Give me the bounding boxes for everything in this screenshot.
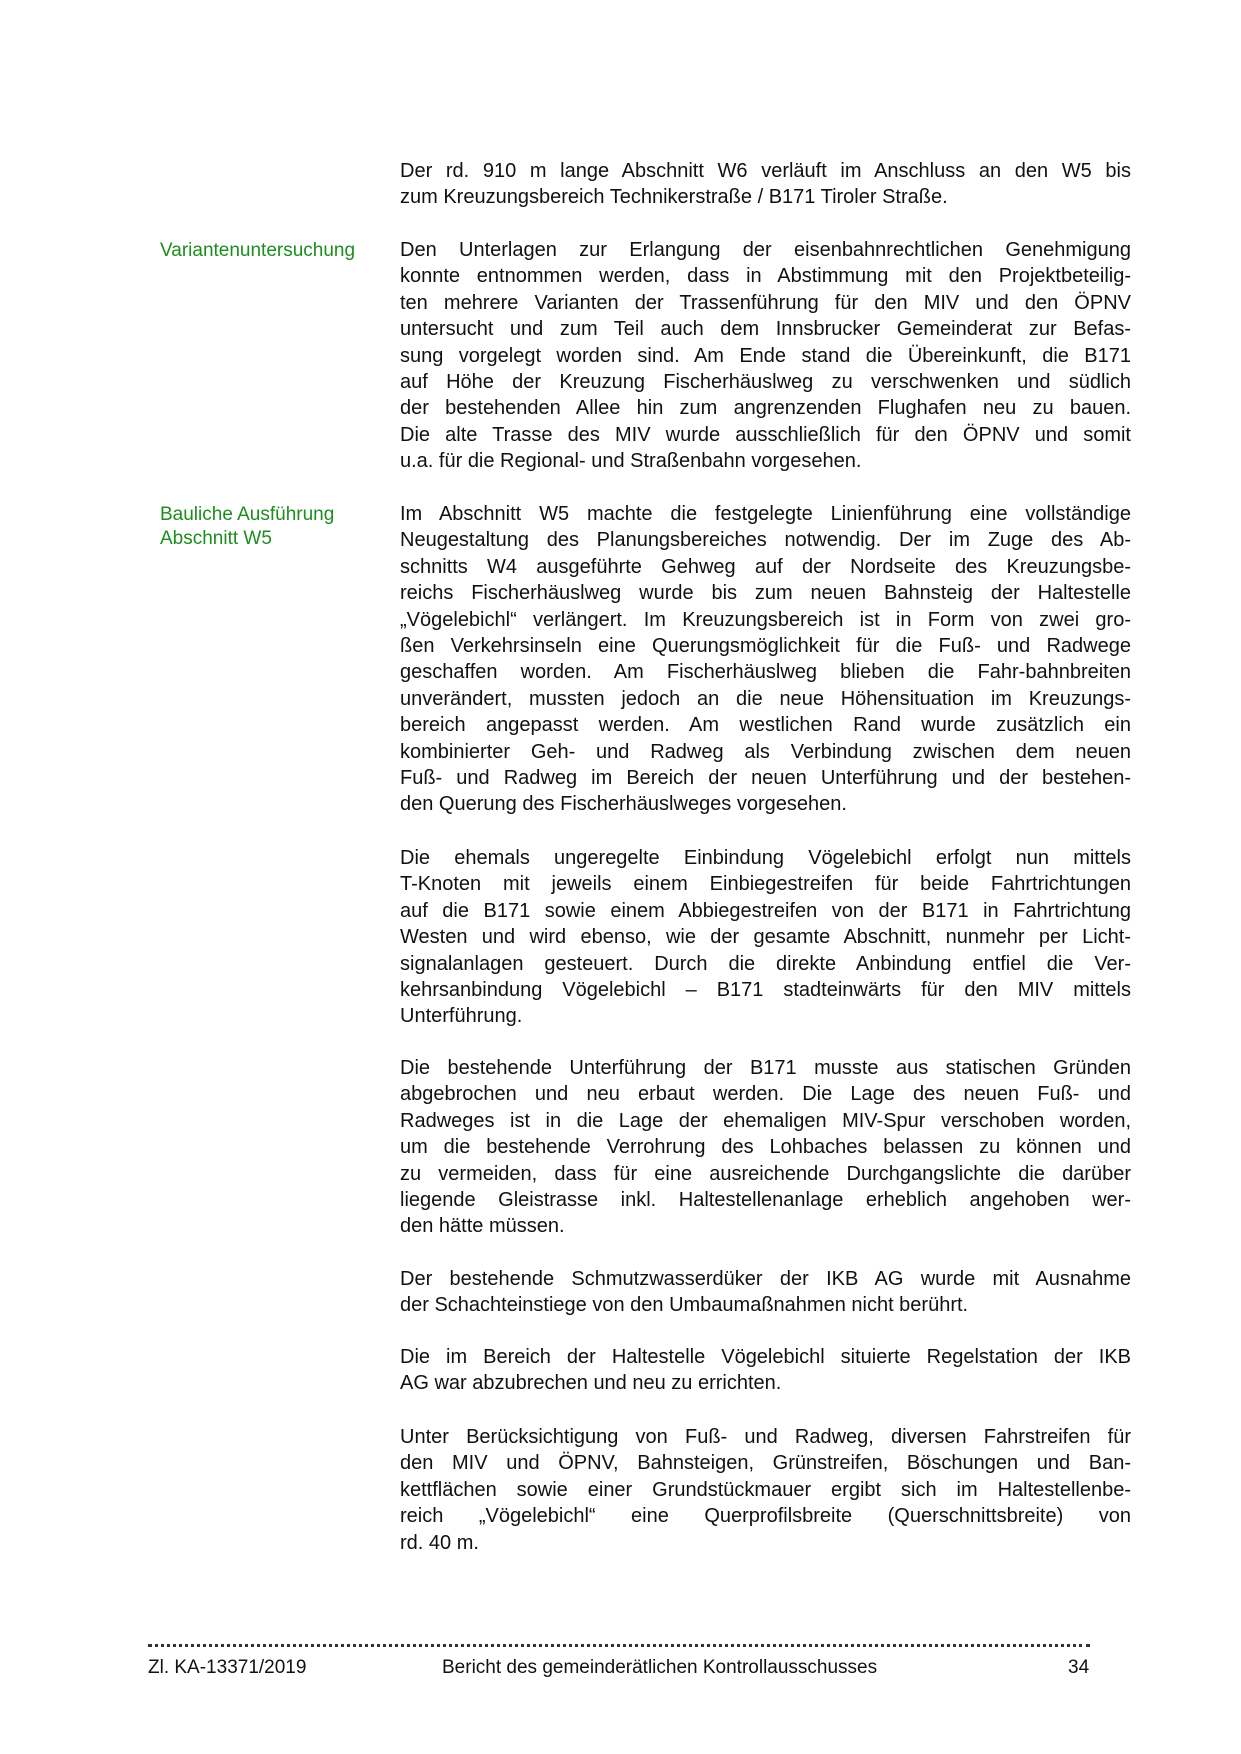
text-line: ßen Verkehrsinseln eine Querungsmöglichkeit für die Fuß- und Radwege: [400, 635, 1131, 658]
body-paragraph: [400, 1344, 1131, 1397]
text-line: schnitts W4 ausgeführte Gehweg auf der Nordseite des Kreuzungsbe-: [400, 555, 1131, 578]
text-line: Die im Bereich der Haltestelle Vögelebichl situierte Regelstation der IKB: [400, 1346, 1131, 1368]
text-line: den hätte müssen.: [400, 1215, 565, 1238]
text-line: Die ehemals ungeregelte Einbindung Vögelebichl erfolgt nun mittels: [400, 847, 1131, 869]
text-line: konnte entnommen werden, dass in Abstimmung mit den Projektbeteilig-: [400, 265, 1131, 288]
margin-label: Bauliche Ausführung: [160, 504, 335, 525]
text-line: Unter Berücksichtigung von Fuß- und Radweg, diversen Fahrstreifen für: [400, 1426, 1131, 1448]
body-paragraph: [400, 1266, 1131, 1319]
text-line: untersucht und zum Teil auch dem Innsbrucker Gemeinderat zur Befas-: [400, 318, 1131, 341]
footer-page-number: 34: [1068, 1657, 1090, 1678]
body-paragraph: [400, 1055, 1131, 1240]
text-line: Den Unterlagen zur Erlangung der eisenbahnrechtlichen Genehmigung: [400, 239, 1131, 261]
text-line: Radweges ist in die Lage der ehemaligen MIV-Spur verschoben worden,: [400, 1109, 1131, 1132]
text-line: kombinierter Geh- und Radweg als Verbindung zwischen dem neuen: [400, 740, 1131, 763]
text-line: Der bestehende Schmutzwasserdüker der IKB AG wurde mit Ausnahme: [400, 1268, 1131, 1290]
text-line: Neugestaltung des Planungsbereiches notwendig. Der im Zuge des Ab-: [400, 529, 1131, 552]
margin-label: Variantenuntersuchung: [160, 240, 356, 261]
margin-label: Abschnitt W5: [160, 528, 272, 549]
text-line: um die bestehende Verrohrung des Lohbaches belassen zu können und: [400, 1136, 1131, 1159]
text-line: kehrsanbindung Vögelebichl – B171 stadteinwärts für den MIV mittels: [400, 979, 1131, 1002]
text-line: zum Kreuzungsbereich Technikerstraße / B171 Tiroler Straße.: [400, 186, 948, 209]
text-line: Die bestehende Unterführung der B171 musste aus statischen Gründen: [400, 1057, 1131, 1079]
text-line: rd. 40 m.: [400, 1531, 479, 1554]
text-line: auf die B171 sowie einem Abbiegestreifen von der B171 in Fahrtrichtung: [400, 899, 1131, 922]
text-line: liegende Gleistrasse inkl. Haltestellenanlage erheblich angehoben wer-: [400, 1189, 1131, 1212]
body-paragraph: [400, 845, 1131, 1030]
text-line: der bestehenden Allee hin zum angrenzenden Flughafen neu zu bauen.: [400, 397, 1131, 420]
text-line: signalanlagen gesteuert. Durch die direkte Anbindung entfiel die Ver-: [400, 952, 1131, 975]
text-line: Fuß- und Radweg im Bereich der neuen Unterführung und der bestehen-: [400, 767, 1131, 790]
text-line: reichs Fischerhäuslweg wurde bis zum neuen Bahnsteig der Haltestelle: [400, 582, 1131, 605]
text-line: kettflächen sowie einer Grundstückmauer ergibt sich im Haltestellenbe-: [400, 1478, 1131, 1501]
footer-divider: [148, 1640, 1090, 1647]
text-line: zu vermeiden, dass für eine ausreichende Durchgangslichte die darüber: [400, 1162, 1131, 1185]
text-line: geschaffen worden. Am Fischerhäuslweg blieben die Fahr-bahnbreiten: [400, 661, 1131, 684]
body-paragraph: [400, 501, 1131, 818]
text-line: Im Abschnitt W5 machte die festgelegte Linienführung eine vollständige: [400, 503, 1131, 525]
text-line: ten mehrere Varianten der Trassenführung für den MIV und den ÖPNV: [400, 291, 1131, 314]
text-line: „Vögelebichl“ verlängert. Im Kreuzungsbereich ist in Form von zwei gro-: [400, 608, 1131, 631]
text-line: den Querung des Fischerhäuslweges vorgesehen.: [400, 793, 847, 816]
body-paragraph: [400, 237, 1131, 475]
text-line: reich „Vögelebichl“ eine Querprofilsbreite (Querschnittsbreite) von: [400, 1505, 1131, 1528]
body-paragraph: [400, 158, 1131, 211]
text-line: Der rd. 910 m lange Abschnitt W6 verläuft im Anschluss an den W5 bis: [400, 160, 1131, 182]
text-line: T-Knoten mit jeweils einem Einbiegestreifen für beide Fahrtrichtungen: [400, 873, 1131, 896]
footer-title: Bericht des gemeinderätlichen Kontrollausschusses: [442, 1657, 878, 1678]
body-paragraph: [400, 1424, 1131, 1556]
text-line: u.a. für die Regional- und Straßenbahn vorgesehen.: [400, 450, 862, 473]
text-line: AG war abzubrechen und neu zu errichten.: [400, 1372, 782, 1395]
text-line: sung vorgelegt worden sind. Am Ende stand die Übereinkunft, die B171: [400, 344, 1131, 367]
text-line: Westen und wird ebenso, wie der gesamte Abschnitt, nunmehr per Licht-: [400, 926, 1131, 949]
text-line: bereich angepasst werden. Am westlichen Rand wurde zusätzlich ein: [400, 714, 1131, 737]
text-line: Die alte Trasse des MIV wurde ausschließlich für den ÖPNV und somit: [400, 423, 1131, 446]
text-line: abgebrochen und neu erbaut werden. Die Lage des neuen Fuß- und: [400, 1083, 1131, 1106]
footer-doc-number: Zl. KA-13371/2019: [148, 1657, 307, 1678]
text-line: Unterführung.: [400, 1005, 523, 1028]
text-line: auf Höhe der Kreuzung Fischerhäuslweg zu verschwenken und südlich: [400, 371, 1131, 394]
text-line: den MIV und ÖPNV, Bahnsteigen, Grünstreifen, Böschungen und Ban-: [400, 1452, 1131, 1475]
text-line: der Schachteinstiege von den Umbaumaßnahmen nicht berührt.: [400, 1294, 969, 1317]
text-line: unverändert, mussten jedoch an die neue Höhensituation im Kreuzungs-: [400, 687, 1131, 710]
